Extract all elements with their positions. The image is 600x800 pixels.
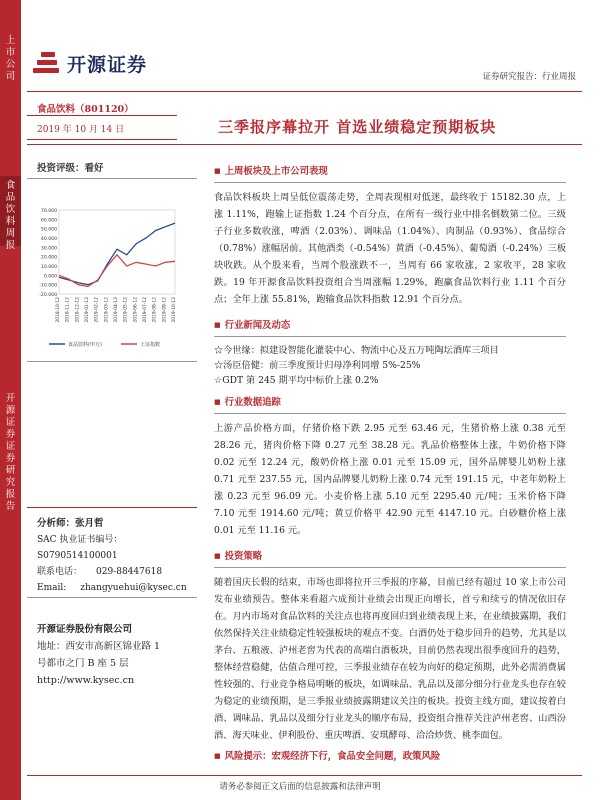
section-text: 上游产品价格方面，仔猪价格下跌 2.95 元至 63.46 元，生猪价格上涨 0.38 元至 28.26 元，猪肉价格下降 0.27 元至 38.28 元。乳品价格整体上涨，牛奶价格下降 0.02 元至 12.24 元，酸奶价格上涨 0.01 元至 15.09 元，国外品牌婴儿奶粉上涨 0.71 元至 237.55 元，国内品牌婴儿奶粉上涨 0.74 元至 191.15 元，中老年奶粉上涨 0.23 元至 96.09 元。小麦价格上涨 5.10 元至 2295.40 元/吨；玉米价格下降 7.10 元至 1914.60 元/吨；黄豆价格平 42.90 元至 4147.10 元。白砂糖价格上涨 0.01 元至 11.16 元。 xyxy=(214,423,566,536)
y-tick-label: -10.000 xyxy=(39,283,57,289)
divider xyxy=(27,507,197,508)
y-tick-label: 50.000 xyxy=(40,227,57,233)
chart-svg xyxy=(29,204,179,356)
section-title: 上周板块及上市公司表现 xyxy=(224,166,328,177)
divider xyxy=(27,115,177,116)
analyst-info xyxy=(37,516,187,596)
sidebar-bottom-label: 开 源 证 券 证 券 研 究 报 告 xyxy=(5,393,16,512)
section-header xyxy=(214,163,566,183)
x-tick-label: 2019-01-12 xyxy=(85,297,90,323)
x-tick-label: 2019-08-12 xyxy=(152,297,158,323)
divider xyxy=(27,361,197,362)
industry-code: 食品饮料（801120） xyxy=(37,104,134,115)
section-header xyxy=(214,548,566,568)
section-title: 投资策略 xyxy=(224,551,263,562)
performance-chart xyxy=(29,204,179,356)
y-tick-label: -20.000 xyxy=(39,293,57,298)
y-tick-label: 20.000 xyxy=(40,255,57,261)
divider xyxy=(27,91,582,92)
x-tick-label: 2019-10-12 xyxy=(172,297,177,323)
email-label: Email: xyxy=(37,583,67,593)
sidebar-top-label: 上 市 公 司 xyxy=(5,35,16,82)
brand-logo xyxy=(33,48,147,78)
section-text: 食品饮料板块上周呈低位震荡走势，全周表现相对低迷，最终收于 15182.30 点，上涨 1.11%，跑输上证指数 1.24 个百分点，在所有一级行业中排名倒数第二位。三级子行业多数收涨，啤酒（2.03%）、调味品（1.04%）、肉制品（0.93%）、食品综合（0.78%）涨幅居前。其他酒类（-0.54%）黄酒（-0.45%）、葡萄酒（-0.24%）三板块收跌。从个股来看，当周个股涨跌不一，当周有 66 家收涨，2 家收平，28 家收跌。19 年开源食品饮料投资组合当周涨幅 1.29%，跑赢食品饮料行业 1.11 个百分点；全年上涨 55.81%，跑输食品饮料指数 12.91 个百分点。 xyxy=(214,192,566,305)
risk-warning: 风险提示：宏观经济下行，食品安全问题，政策风险 xyxy=(224,751,441,762)
sac-number: S0790514100001 xyxy=(37,551,118,561)
y-tick-label: 0.000 xyxy=(43,274,57,280)
section-header xyxy=(214,394,566,414)
main-content xyxy=(214,163,566,773)
x-tick-label: 2018-12-12 xyxy=(75,297,81,323)
plot-area xyxy=(59,210,175,294)
bullet-icon: ■ xyxy=(214,752,221,760)
x-tick-label: 2019-03-12 xyxy=(104,297,110,323)
company-address-2: 号都市之门 B 座 5 层 xyxy=(37,658,129,669)
section-header xyxy=(214,317,566,337)
logo-mark-icon xyxy=(33,52,61,74)
company-address-1: 地址：西安市高新区锦业路 1 xyxy=(37,641,161,652)
bullet-icon: ■ xyxy=(214,552,221,560)
x-tick-label: 2019-05-12 xyxy=(123,297,129,323)
sidebar xyxy=(0,0,21,800)
y-tick-label: 10.000 xyxy=(40,265,57,270)
report-date: 2019 年 10 月 14 日 xyxy=(37,125,125,135)
x-tick-label: 2018-10-12 xyxy=(56,297,61,323)
bullet-icon: ■ xyxy=(214,321,221,329)
section-title: 行业新闻及动态 xyxy=(224,320,291,331)
y-tick-label: 40.000 xyxy=(40,237,57,242)
logo-text: 开源证券 xyxy=(67,53,148,76)
x-tick-label: 2018-11-12 xyxy=(65,297,71,323)
x-tick-label: 2019-04-12 xyxy=(114,297,119,323)
legend-label: 食品饮料(申万) xyxy=(68,342,102,348)
x-tick-label: 2019-02-12 xyxy=(94,297,100,323)
email-link[interactable]: zhangyuehui@kysec.cn xyxy=(80,583,187,593)
divider xyxy=(27,139,177,140)
sidebar-mid-label: 食 品 饮 料 周 报 xyxy=(0,176,21,246)
sac-label: SAC 执业证书编号： xyxy=(37,535,123,545)
company-name: 开源证券股份有限公司 xyxy=(37,624,133,635)
news-item: ☆今世缘：拟建设智能化灌装中心、物流中心及五万吨陶坛酒库三项目 xyxy=(214,345,499,356)
analyst-name: 分析师：张月哲 xyxy=(37,518,104,529)
x-tick-label: 2019-07-12 xyxy=(143,297,148,323)
bullet-icon: ■ xyxy=(214,167,221,175)
divider xyxy=(27,597,197,598)
section-title: 行业数据追踪 xyxy=(224,397,281,408)
divider xyxy=(27,144,582,145)
page-title: 三季报序幕拉开 首选业绩稳定预期板块 xyxy=(218,118,497,136)
investment-rating: 投资评级：看好 xyxy=(37,163,104,174)
x-tick-label: 2019-09-12 xyxy=(162,297,168,323)
news-item: ☆汤臣倍健：前三季度预计归母净利同增 5%-25% xyxy=(214,360,421,371)
divider xyxy=(27,775,582,776)
y-tick-label: 70.000 xyxy=(40,209,57,214)
legend-label: 上证指数 xyxy=(140,342,161,348)
company-website[interactable]: http://www.kysec.cn xyxy=(37,675,135,686)
report-type: 证券研究报告：行业周报 xyxy=(482,72,576,82)
y-tick-label: 60.000 xyxy=(40,218,57,224)
news-item: ☆GDT 第 245 期平均中标价上涨 0.2% xyxy=(214,375,379,386)
bullet-icon: ■ xyxy=(214,398,221,406)
y-tick-label: 30.000 xyxy=(40,246,57,252)
section-text: 随着国庆长假的结束，市场也即将拉开三季报的序幕，目前已经有超过 10 家上市公司发布业绩预告。整体来看超六成预计业绩会出现正向增长，首亏和续亏的情况依旧存在。月内市场对食品饮料的关注点也将再度回归到业绩表现上来，在业绩披露期，我们依然保持关注业绩稳定性较强板块的观点不变。白酒仍处于稳步回升的趋势，尤其是以茅台、五粮液、泸州老窖为代表的高端白酒板块，目前仍然表现出很季度回升的趋势，整体经营稳健，估值合理可控，三季报业绩存在较为向好的稳定预期，此外必需消费属性较强的、行业竞争格局明晰的板块，如调味品、乳品以及部分细分行业龙头也存在较为稳定的业绩预期，是三季报业绩披露期建议关注的板块。投资主线方面，建议按着白酒、调味品、乳品以及细分行业龙头的顺序布局，投资组合推荐关注泸州老窖、山西汾酒、海天味业、伊利股份、重庆啤酒、安琪酵母、洽洽炒货、桃李面包。 xyxy=(214,577,566,741)
company-info xyxy=(37,621,197,689)
footer-disclaimer: 请务必参阅正文后面的信息披露和法律声明 xyxy=(219,782,381,792)
divider xyxy=(27,178,197,179)
news-list xyxy=(214,343,566,388)
phone-label: 联系电话： xyxy=(37,567,83,577)
section-header xyxy=(214,748,566,767)
phone-value: 029-88447618 xyxy=(96,567,163,577)
x-tick-label: 2019-06-12 xyxy=(133,297,139,323)
